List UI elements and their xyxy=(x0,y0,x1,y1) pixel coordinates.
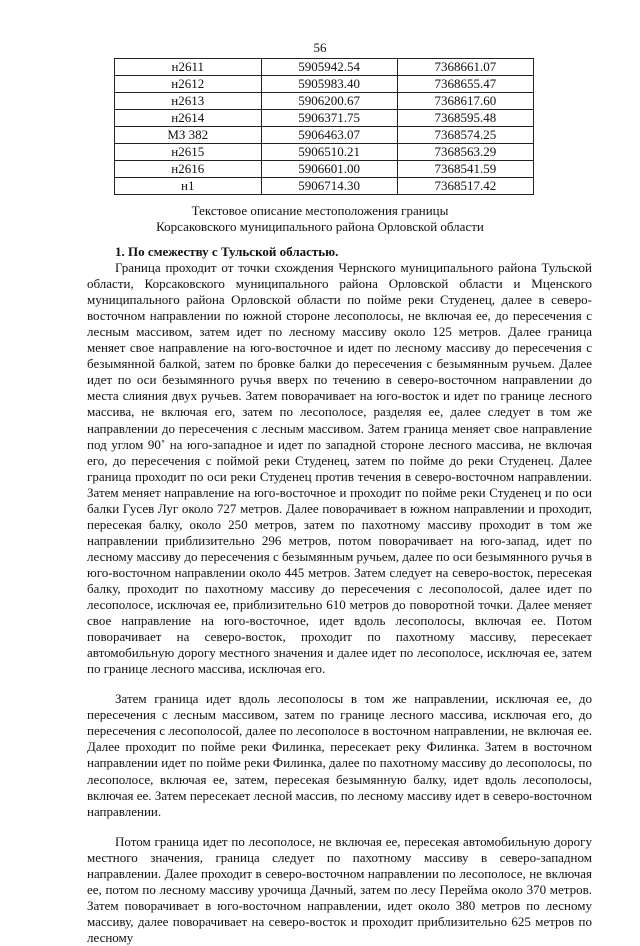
point-id-cell: н2611 xyxy=(115,59,262,76)
table-row xyxy=(115,144,534,161)
document-heading xyxy=(0,203,640,235)
point-id-cell: н2616 xyxy=(115,161,262,178)
point-id-cell: н2614 xyxy=(115,110,262,127)
paragraph: Затем граница идет вдоль лесополосы в том же направлении, исключая ее, до пересечения с лесным массивом, затем по границе лесного массива, исключая его, до пересечения с лесополосой, далее по лесополосе в восточном направлении, не включая ее. Далее проходит по пойме реки Филинка, пересекает реку Филинка. Затем в восточном направлении идет по пойме реки Филинка, далее по пахотному массиву до лесополосы, по лесополосе, включая ее, затем, пересекая безымянную балку, идет вдоль лесополосы, включая ее. Затем пересекает лесной массив, по лесному массиву идет в северо-восточном направлении. xyxy=(87,691,592,819)
page-number: 56 xyxy=(313,40,327,55)
point-id-cell: н2615 xyxy=(115,144,262,161)
heading-line-2: Корсаковского муниципального района Орловской области xyxy=(156,219,484,234)
paragraph: Граница проходит от точки схождения Чернского муниципального района Тульской области, Корсаковского муниципального района Орловской области и Мценского муниципального района Орловской области по пойме реки Студенец, далее в северо-восточном направлении по южной стороне лесополосы, не включая ее, до пересечения с лесным массивом, затем идет по лесному массиву около 125 метров. Далее граница меняет свое направление на юго-восточное и идет по лесному массиву до пересечения с безымянной балкой, затем по бровке балки до пересечения с безымянным ручьем. Далее идет по оси безымянного ручья вверх по течению в северо-восточном направлении до места слияния двух ручьев. Затем поворачивает на юго-восток и идет по границе лесного массива, не включая его, затем по лесополосе, разделяя ее, далее следует в том же направлении до пересечения с лесным массивом. Затем граница меняет свое направление под углом 90˚ на юго-западное и идет по западной стороне лесного массива, не включая его, до пересечения с поймой реки Студенец, затем по пойме до реки Студенец. Далее граница проходит по оси реки Студенец против течения в северо-восточном направлении. Затем меняет направление на юго-восточное и проходит по пойме реки Студенец и по оси балки Гусев Луг около 727 метров. Далее поворачивает в южном направлении и проходит, пересекая балку, около 250 метров, затем по пахотному массиву проходит в том же направлении приблизительно 296 метров, потом поворачивает на юго-запад, идет по лесному массиву до пересечения с безымянным ручьем, далее по оси безымянного ручья в юго-восточном направлении около 445 метров. Затем следует на северо-восток, пересекая балку, проходит по пахотному массиву до пересечения с лесополосой, далее идет по лесополосе, исключая ее, приблизительно 610 метров до поворотной точки. Далее меняет свое направление на юго-восточное, идет вдоль лесополосы, включая ее. Потом поворачивает на северо-восток, проходит по пахотному массиву, пересекает автомобильную дорогу местного значения и далее идет по лесополосе, исключая ее, затем по границе лесного массива, исключая его. xyxy=(87,260,592,677)
x-coordinate-cell: 5906601.00 xyxy=(261,161,397,178)
y-coordinate-cell: 7368617.60 xyxy=(397,93,533,110)
table-row xyxy=(115,127,534,144)
table-row xyxy=(115,76,534,93)
x-coordinate-cell: 5906371.75 xyxy=(261,110,397,127)
y-coordinate-cell: 7368661.07 xyxy=(397,59,533,76)
table-row xyxy=(115,110,534,127)
table-row xyxy=(115,178,534,195)
x-coordinate-cell: 5906463.07 xyxy=(261,127,397,144)
document-body xyxy=(87,244,592,946)
y-coordinate-cell: 7368541.59 xyxy=(397,161,533,178)
x-coordinate-cell: 5906510.21 xyxy=(261,144,397,161)
point-id-cell: н1 xyxy=(115,178,262,195)
section-title: 1. По смежеству с Тульской областью. xyxy=(115,244,339,259)
x-coordinate-cell: 5905942.54 xyxy=(261,59,397,76)
x-coordinate-cell: 5906714.30 xyxy=(261,178,397,195)
point-id-cell: н2612 xyxy=(115,76,262,93)
table-row xyxy=(115,161,534,178)
y-coordinate-cell: 7368595.48 xyxy=(397,110,533,127)
point-id-cell: МЗ 382 xyxy=(115,127,262,144)
y-coordinate-cell: 7368574.25 xyxy=(397,127,533,144)
table-row xyxy=(115,59,534,76)
x-coordinate-cell: 5906200.67 xyxy=(261,93,397,110)
y-coordinate-cell: 7368517.42 xyxy=(397,178,533,195)
paragraph: Потом граница идет по лесополосе, не включая ее, пересекая автомобильную дорогу местного значения, граница следует по пахотному массиву в северо-западном направлении. Далее проходит в северо-восточном направлении по лесополосе, не включая ее, потом по лесному массиву урочища Дачный, затем по лесу Перейма около 370 метров. Затем поворачивает в юго-восточном направлении, идет около 380 метров по лесному массиву, далее поворачивает на северо-восток и проходит приблизительно 625 метров по лесному xyxy=(87,833,592,945)
point-id-cell: н2613 xyxy=(115,93,262,110)
table-row xyxy=(115,93,534,110)
y-coordinate-cell: 7368655.47 xyxy=(397,76,533,93)
coordinates-table xyxy=(114,58,534,195)
heading-line-1: Текстовое описание местоположения границы xyxy=(191,203,449,218)
y-coordinate-cell: 7368563.29 xyxy=(397,144,533,161)
x-coordinate-cell: 5905983.40 xyxy=(261,76,397,93)
